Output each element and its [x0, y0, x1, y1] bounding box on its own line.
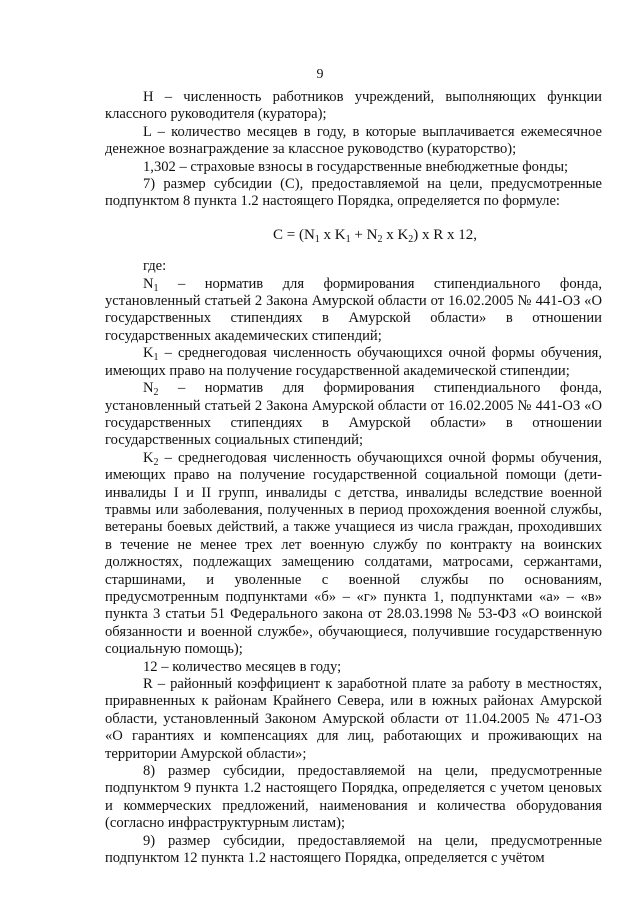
formula-sub-n2: 2 [377, 233, 383, 245]
paragraph-item-9: 9) размер субсидии, предоставляемой на цели, предусмотренные подпунктом 12 пункта 1.2 настоящего Порядка, определяется с учётом [105, 832, 602, 867]
symbol-sub: 1 [153, 282, 159, 294]
definition-text: – норматив для формирования стипендиального фонда, установленный статьей 2 Закона Амурской области от 16.02.2005 № 441-ОЗ «О государственных стипендиях в Амурской области» в отношении государственных социальных стипендий; [105, 380, 602, 449]
formula-sub-k2: 2 [408, 233, 414, 245]
formula-rhs: ) x R x 12, [413, 226, 478, 243]
symbol-k: K [143, 449, 154, 466]
formula-lhs: C = (N [273, 226, 315, 243]
document-body [105, 89, 602, 867]
formula-sub-n1: 1 [314, 233, 320, 245]
paragraph-item-8: 8) размер субсидии, предоставляемой на цели, предусмотренные подпунктом 9 пункта 1.2 настоящего Порядка, определяется с учетом ценовых и коммерческих предложений, наименования и количества оборудования (согласно инфраструктурным листам); [105, 763, 602, 832]
paragraph-item-7: 7) размер субсидии (C), предоставляемой на цели, предусмотренные подпунктом 8 пункта 1.2 настоящего Порядка, определяется по формуле: [105, 176, 602, 210]
definition-n2 [105, 380, 602, 450]
symbol-sub: 2 [153, 456, 159, 468]
symbol-n: N [143, 275, 154, 292]
formula-part-2: + N [350, 226, 378, 243]
definition-text: – среднегодовая численность обучающихся очной формы обучения, имеющих право на получение государственной социальной помощи (дети-инвалиды I и II групп, инвалиды с детства, инвалиды вследствие военной травмы или заболевания, полученных в период прохождения военной службы, ветераны боевых действий, а также учащиеся из числа граждан, проходивших в течение не менее трех лет военную службу по контракту на воинских должностях, подлежащих замещению солдатами, матросами, сержантами, старшинами, и уволенные с военной службы по основаниям, предусмотренным подпунктами «б» – «г» пункта 1, подпунктами «а» – «в» пункта 3 статьи 51 Федерального закона от 28.03.1998 № 53-ФЗ «О воинской обязанности и военной службе», обучающиеся, получившие государственную социальную помощь); [105, 449, 602, 658]
formula-part-1: x K [319, 226, 346, 243]
definition-text: – среднегодовая численность обучающихся очной формы обучения, имеющих право на получение государственной академической стипендии; [105, 345, 602, 379]
where-label: где: [143, 258, 167, 275]
symbol-sub: 1 [153, 352, 159, 364]
paragraph-l: L – количество месяцев в году, в которые выплачивается ежемесячное денежное вознаграждение за классное руководство (кураторство); [105, 123, 602, 158]
paragraph-insurance: 1,302 – страховые взносы в государственные внебюджетные фонды; [143, 158, 569, 175]
definition-r: R – районный коэффициент к заработной плате за работу в местностях, приравненных к районам Крайнего Севера, или в южных районах Амурской области, установленный Законом Амурской области от 11.04.2005 № 471-ОЗ «О гарантиях и компенсациях для лиц, работающих и проживающих на территории Амурской области»; [105, 676, 602, 762]
definition-k1 [105, 345, 602, 380]
formula-sub-k1: 1 [345, 233, 351, 245]
formula-part-3: x K [382, 226, 409, 243]
definition-text: – норматив для формирования стипендиального фонда, установленный статьей 2 Закона Амурской области от 16.02.2005 № 441-ОЗ «О государственных стипендиях в Амурской области» в отношении государственных академических стипендий; [105, 275, 602, 344]
definition-k2 [105, 450, 602, 659]
definition-n1 [105, 276, 602, 346]
symbol-n: N [143, 380, 154, 397]
definition-12: 12 – количество месяцев в году; [143, 658, 342, 675]
symbol-k: K [143, 345, 154, 362]
symbol-sub: 2 [153, 387, 159, 399]
formula [105, 227, 602, 244]
paragraph-h: H – численность работников учреждений, выполняющих функции классного руководителя (куратора); [105, 89, 602, 123]
page-number: 9 [316, 67, 324, 82]
